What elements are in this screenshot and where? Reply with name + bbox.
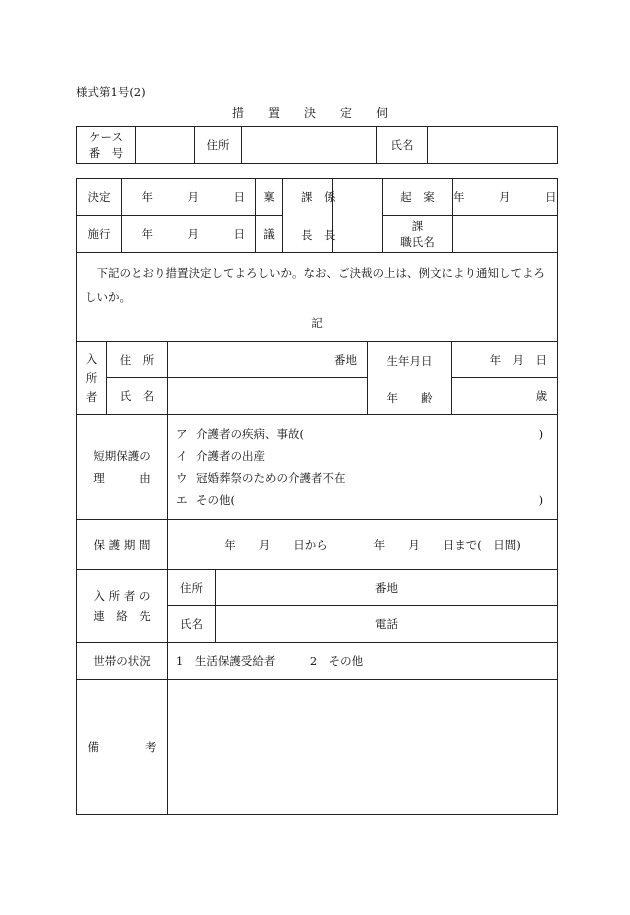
remarks-field[interactable] xyxy=(168,680,558,815)
document-title: 措 置 決 定 伺 xyxy=(231,106,388,120)
approval-table xyxy=(76,178,558,253)
contact-address-field[interactable]: 番地 xyxy=(216,570,558,606)
seal-box-2[interactable] xyxy=(333,179,383,253)
resident-name-field[interactable] xyxy=(168,378,368,415)
household-options[interactable]: 1 生活保護受給者 2 その他 xyxy=(168,643,558,680)
reason-list xyxy=(168,415,558,520)
staff-name-field[interactable] xyxy=(453,216,558,253)
address-field[interactable] xyxy=(242,127,377,164)
decision-date-field[interactable]: 年 月 日 xyxy=(122,179,256,216)
execution-label: 施行 xyxy=(77,216,122,253)
age-label: 年 齢 xyxy=(386,391,433,405)
section-chief-label: 課 係 xyxy=(301,190,336,204)
reason-item-e[interactable]: エ その他( ) xyxy=(176,493,544,507)
birth-age-label-cell xyxy=(368,342,452,415)
contact-label: 入 所 者 の 連 絡 先 xyxy=(77,570,168,643)
resident-address-label: 住 所 xyxy=(107,342,168,378)
case-number-label: ケース 番 号 xyxy=(77,127,136,164)
request-text-area xyxy=(77,253,558,342)
birth-date-label: 生年月日 xyxy=(386,354,433,368)
contact-name-label: 氏名 xyxy=(168,606,216,643)
ki-label: 記 xyxy=(311,316,323,330)
draft-label: 起 案 xyxy=(383,179,453,216)
draft-date-field[interactable]: 年 月 日 xyxy=(453,179,558,216)
decision-label: 決定 xyxy=(77,179,122,216)
period-field[interactable]: 年 月 日から 年 月 日まで( 日間) xyxy=(168,520,558,570)
resident-group-label: 入 所 者 xyxy=(77,342,107,415)
section-seal-box[interactable] xyxy=(283,179,336,253)
form-number: 様式第1号(2) xyxy=(76,85,146,99)
manager-label: 長 長 xyxy=(301,228,336,242)
age-field[interactable]: 歳 xyxy=(452,378,558,415)
reason-item-i[interactable]: イ 介護者の出産 xyxy=(176,449,265,463)
resident-address-field[interactable]: 番地 xyxy=(168,342,368,378)
case-info-table xyxy=(76,126,558,164)
staff-name-label: 課 職氏名 xyxy=(383,216,453,253)
reason-label: 短期保護の 理 由 xyxy=(77,415,168,520)
execution-date-field[interactable]: 年 月 日 xyxy=(122,216,256,253)
ringi-label-2: 議 xyxy=(256,216,283,253)
name-label: 氏名 xyxy=(377,127,428,164)
case-number-field[interactable] xyxy=(136,127,195,164)
contact-address-label: 住所 xyxy=(168,570,216,606)
reason-item-u[interactable]: ウ 冠婚葬祭のための介護者不在 xyxy=(176,471,346,485)
name-field[interactable] xyxy=(428,127,558,164)
birth-date-field[interactable]: 年 月 日 xyxy=(452,342,558,378)
remarks-label: 備 考 xyxy=(77,680,168,815)
reason-item-a[interactable]: ア 介護者の疾病、事故( ) xyxy=(176,427,544,441)
address-label: 住所 xyxy=(195,127,242,164)
ringi-label-1: 稟 xyxy=(256,179,283,216)
resident-name-label: 氏 名 xyxy=(107,378,168,415)
main-form-table xyxy=(76,252,558,815)
contact-name-field[interactable]: 電話 xyxy=(216,606,558,643)
household-label: 世帯の状況 xyxy=(77,643,168,680)
request-text: 下記のとおり措置決定してよろしいか。なお、ご決裁の上は、例文により通知してよろしいか。 xyxy=(85,266,545,304)
period-label: 保 護 期 間 xyxy=(77,520,168,570)
